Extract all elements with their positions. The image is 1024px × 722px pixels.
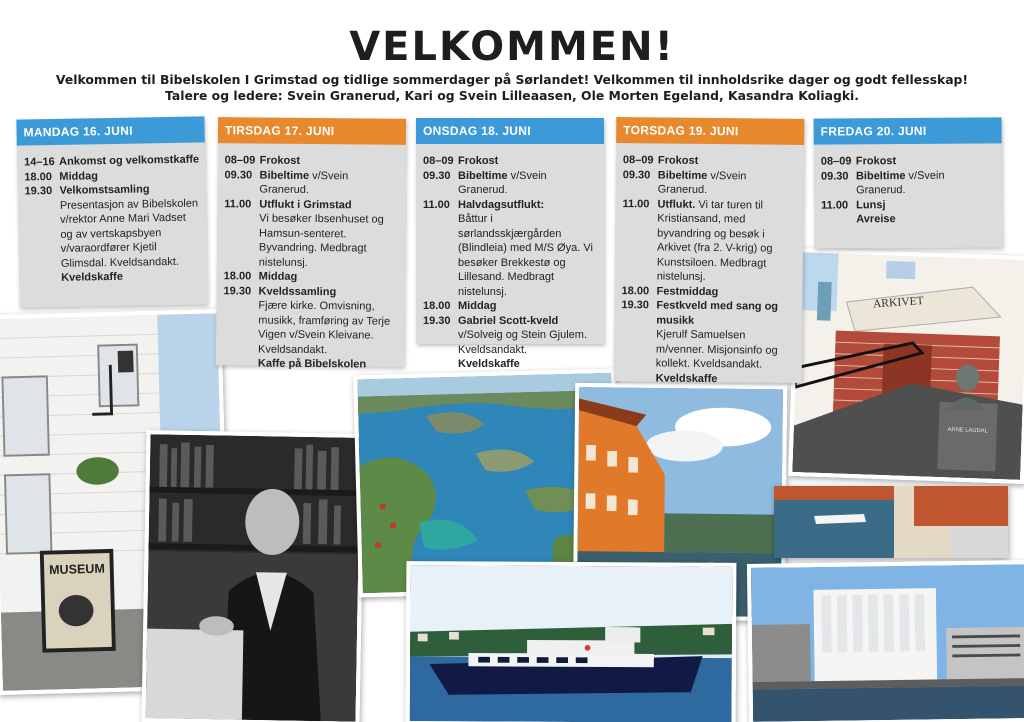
- event-speaker: v/Svein Granerud.: [259, 169, 349, 196]
- intro-line-welcome: Velkommen til Bibelskolen I Grimstad og tidlige sommerdager på Sørlandet! Velkommen til innholdsrike dager og godt fellesskap!: [55, 72, 969, 87]
- event-title: Bibeltime: [259, 169, 310, 182]
- event-title: Festkveld med sang og musikk: [656, 299, 779, 327]
- photo-arkivet: [788, 248, 1024, 484]
- time: 19.30: [423, 314, 451, 327]
- event-description: v/Solveig og Stein Gjulem. Kveldsandakt.: [458, 329, 588, 356]
- day-header-wednesday: ONSDAG 18. JUNI: [416, 118, 604, 144]
- event-title: Bibeltime: [458, 169, 508, 182]
- time: 08–09: [224, 154, 256, 167]
- day-header-friday: FREDAG 20. JUNI: [814, 117, 1002, 144]
- event-speaker: v/Svein Granerud.: [856, 169, 945, 197]
- day-header-thursday: TORSDAG 19. JUNI: [616, 117, 804, 145]
- event-speaker: v/Svein Granerud.: [458, 169, 547, 196]
- arkivet-sign-text: ARKIVET: [872, 294, 925, 311]
- time: 18.00: [223, 270, 252, 283]
- event-title: Frokost: [259, 154, 301, 167]
- photo-kunstsiloen: [747, 560, 1024, 722]
- time: 09.30: [622, 168, 651, 181]
- time: 18.00: [24, 170, 53, 184]
- day-header-tuesday: TIRSDAG 17. JUNI: [218, 117, 406, 145]
- event-title: Frokost: [657, 154, 699, 167]
- time: 11.00: [224, 197, 252, 210]
- event-closing: Kveldskaffe: [458, 358, 520, 370]
- event-title: Velkomstsamling: [59, 183, 150, 197]
- event-title: Festmiddag: [656, 284, 719, 298]
- time: 09.30: [423, 169, 451, 182]
- event-title: Lunsj: [856, 198, 886, 211]
- time: 14–16: [24, 155, 55, 169]
- event-title: Utflukt i Grimstad: [259, 198, 352, 211]
- time: 19.30: [24, 185, 53, 198]
- event-description: Båttur i sørlandsskjærgården (Blindleia) med M/S Øya. Vi besøker Brekkestø og Lillesand. Medbragt nistelunsj.: [458, 213, 593, 298]
- event-title: Frokost: [458, 155, 499, 167]
- day-card-monday: [16, 116, 207, 307]
- photo-boat: [406, 561, 737, 722]
- event-title: Middag: [458, 300, 497, 312]
- time: 11.00: [622, 197, 650, 210]
- event-title: Kveldssamling: [258, 285, 337, 298]
- event-description: Fjære kirke. Omvisning, musikk, framføring av Terje Vigen v/Svein Kleivane. Kveldsandakt.: [258, 299, 391, 356]
- time: 08–09: [622, 154, 654, 167]
- event-title: Halvdagsutflukt:: [458, 198, 545, 211]
- event-closing: Kveldskaffe: [655, 371, 718, 385]
- page-title: VELKOMMEN!: [349, 24, 675, 70]
- event-speaker: v/Svein Granerud.: [657, 169, 747, 196]
- day-card-tuesday: [216, 117, 406, 371]
- day-card-friday: [814, 117, 1003, 248]
- time: 18.00: [423, 300, 451, 312]
- time: 19.30: [223, 284, 252, 297]
- bust-plaque-text: ARNE LAUDAL: [947, 427, 988, 435]
- time: 09.30: [224, 168, 253, 181]
- event-description: Presentasjon av Bibelskolen v/rektor Anne Mari Vadset og av vertskapsbyen v/varaordfører Kjetil Glimsdal. Kveldsandakt.: [59, 196, 199, 270]
- museum-sign-text: MUSEUM: [48, 561, 106, 578]
- time: 18.00: [621, 284, 650, 297]
- event-title: Bibeltime: [855, 169, 906, 182]
- event-title: Ankomst og velkomstkaffe: [59, 153, 200, 168]
- intro-line-speakers: Talere og ledere: Svein Granerud, Kari og Svein Lilleaasen, Ole Morten Egeland, Kasandra Koliagki.: [164, 88, 860, 103]
- event-closing: Kaffe på Bibelskolen: [257, 357, 367, 371]
- event-description: Vi tar turen til Kristiansand, med byvandring og besøk i Arkivet (fra 2. V-krig) og Kunstsiloen. Medbragt nistelunsj.: [656, 198, 773, 283]
- event-title: Middag: [59, 169, 98, 183]
- photo-waterfront: [774, 486, 1008, 558]
- day-card-wednesday: [416, 118, 604, 370]
- day-header-monday: MANDAG 16. JUNI: [16, 116, 204, 145]
- event-title: Gabriel Scott-kveld: [458, 314, 559, 327]
- intro-text: [0, 72, 1024, 104]
- time: 08–09: [423, 155, 454, 167]
- time: 09.30: [820, 169, 849, 183]
- event-closing: Kveldskaffe: [61, 270, 124, 284]
- event-description: Kjerulf Samuelsen m/venner. Misjonsinfo og kollekt. Kveldsandakt.: [655, 328, 778, 371]
- time: 08–09: [820, 155, 852, 168]
- event-title: Utflukt.: [657, 197, 696, 211]
- event-title: Bibeltime: [657, 168, 708, 182]
- day-card-thursday: [614, 117, 805, 383]
- event-description: Vi besøker Ibsenhuset og Hamsun-senteret. Byvandring. Medbragt nistelunsj.: [258, 212, 384, 269]
- event-title: Middag: [258, 270, 298, 283]
- event-title: Frokost: [855, 155, 897, 168]
- time: 11.00: [423, 198, 450, 211]
- photo-portrait-library: [141, 430, 364, 722]
- time: 11.00: [821, 198, 849, 212]
- time: 19.30: [621, 299, 650, 312]
- event-closing: Avreise: [856, 213, 896, 226]
